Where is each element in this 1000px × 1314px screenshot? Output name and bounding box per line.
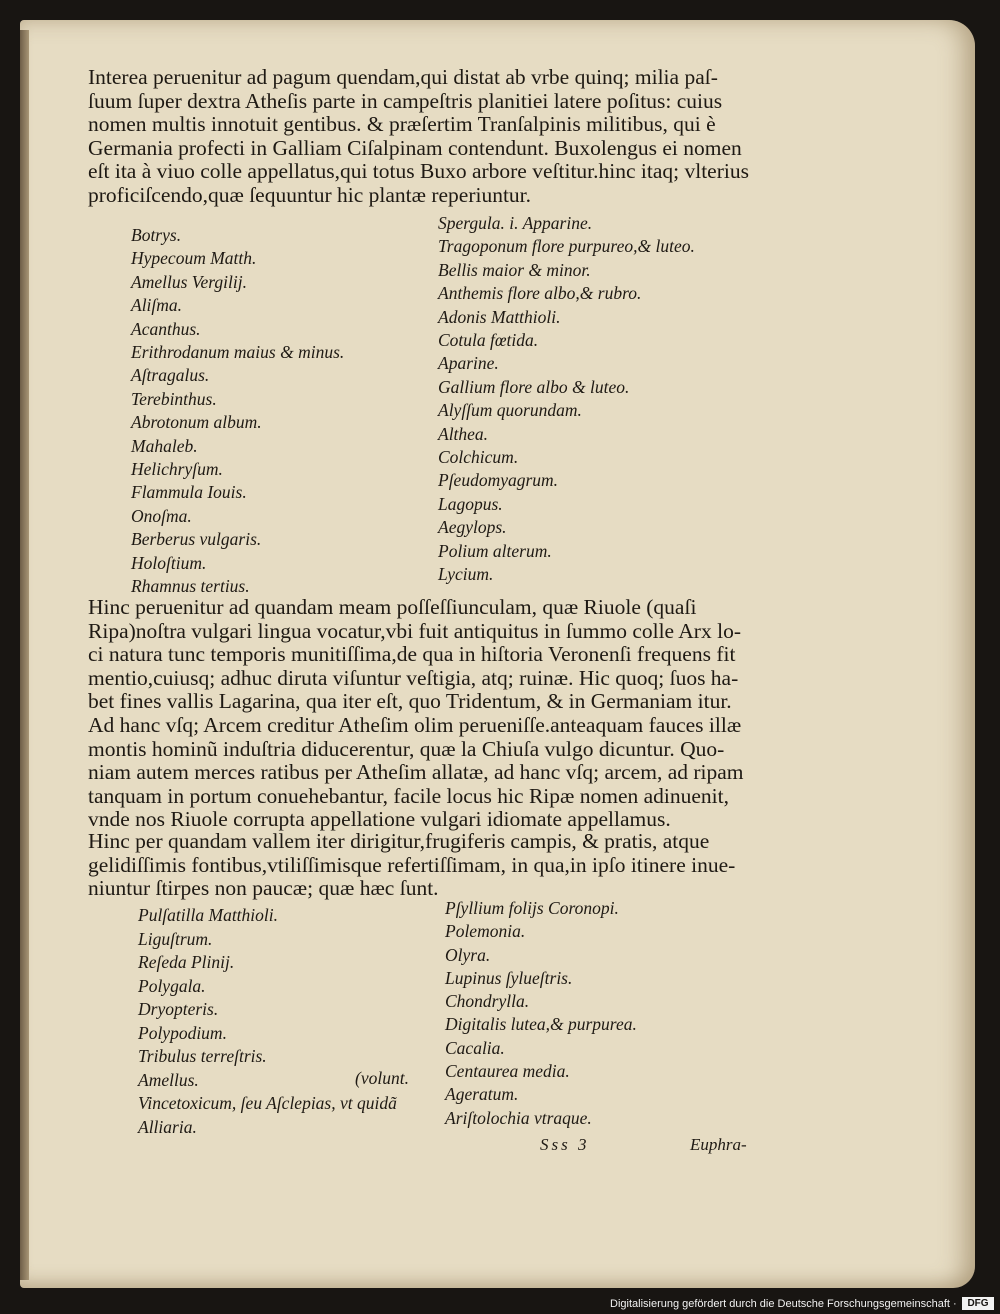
plant-name: Polemonia.	[445, 921, 526, 942]
plant-name: Aparine.	[438, 353, 499, 374]
plant-name: Rhamnus tertius.	[131, 576, 250, 597]
paragraph-3	[88, 830, 848, 901]
plant-name: Cacalia.	[445, 1037, 505, 1058]
plant-name: Reſeda Plinij.	[138, 952, 235, 972]
text-line: niuntur ſtirpes non paucæ; quæ hæc ſunt.	[88, 876, 439, 901]
plant-name: Colchicum.	[438, 447, 519, 468]
plant-name: Amellus Vergilij.	[131, 271, 248, 292]
plant-name: Alyſſum quorundam.	[438, 400, 582, 421]
plant-name: Helichryſum.	[131, 459, 223, 480]
plant-name: Lycium.	[438, 564, 494, 585]
plant-name: Centaurea media.	[445, 1061, 570, 1082]
text-line: Ripa)noſtra vulgari lingua vocatur,vbi fuit antiquitus in ſummo colle Arx lo-	[88, 618, 741, 643]
plant-name: Anthemis flore albo,& rubro.	[438, 283, 642, 304]
plant-name: Polygala.	[138, 975, 206, 996]
plant-name: Digitalis lutea,& purpurea.	[445, 1014, 637, 1035]
plant-list-1-left	[131, 224, 344, 599]
plant-name: Acanthus.	[131, 318, 201, 339]
plant-name: Gallium flore albo & luteo.	[438, 376, 630, 397]
catchword: Euphra-	[690, 1135, 747, 1154]
paragraph-1	[88, 66, 848, 208]
plant-name: Tragoponum flore purpureo,& luteo.	[438, 236, 695, 257]
plant-name: Lagopus.	[438, 493, 503, 514]
text-line: bet fines vallis Lagarina, qua iter eſt, quo Tridentum, & in Germaniam itur.	[88, 689, 732, 714]
plant-name: Amellus.	[138, 1069, 199, 1090]
plant-list-2-left	[138, 904, 397, 1139]
plant-name: Polium alterum.	[438, 540, 552, 561]
text-line: gelidiſſimis fontibus,vtiliſſimisque refertiſſimam, in qua,in ipſo itinere inue-	[88, 852, 736, 877]
plant-name: Ageratum.	[445, 1084, 519, 1105]
plant-name: Althea.	[438, 423, 489, 444]
plant-name: Cotula fœtida.	[438, 330, 539, 351]
plant-name: Terebinthus.	[131, 388, 217, 409]
plant-name: Mahaleb.	[131, 435, 198, 456]
plant-name: Pulſatilla Matthioli.	[138, 905, 278, 925]
plant-list-1-right	[438, 212, 695, 587]
text-line: mentio,cuiusq; adhuc diruta viſuntur veſtigia, atq; ruinæ. Hic quoq; ſuos ha-	[88, 665, 739, 690]
text-line: tanquam in portum conuehebantur, facile locus hic Ripæ nomen adinuenit,	[88, 783, 729, 808]
text-line: montis hominũ induſtria diducerentur, quæ la Chiuſa vulgo dicuntur. Quo-	[88, 736, 725, 761]
plant-name: Pſeudomyagrum.	[438, 470, 559, 491]
plant-name: Spergula. i. Apparine.	[438, 213, 593, 233]
page-edge	[20, 30, 29, 1280]
text-line: Hinc peruenitur ad quandam meam poſſeſſiunculam, quæ Riuole (quaſi	[88, 595, 697, 619]
plant-name: Chondrylla.	[445, 991, 530, 1012]
plant-name: Aliſma.	[131, 295, 183, 316]
plant-name: Ariſtolochia vtraque.	[445, 1107, 592, 1128]
dfg-logo: DFG	[962, 1297, 994, 1310]
plant-name: Bellis maior & minor.	[438, 259, 591, 280]
text-line: proficiſcendo,quæ ſequuntur hic plantæ reperiuntur.	[88, 182, 532, 207]
paragraph-2	[88, 596, 848, 832]
plant-name: Adonis Matthioli.	[438, 306, 561, 327]
text-line: ci natura tunc temporis munitiſſima,de qua in hiſtoria Veronenſi frequens fit	[88, 642, 736, 667]
plant-name: Berberus vulgaris.	[131, 529, 262, 550]
plant-name: Flammula Iouis.	[131, 482, 247, 503]
text-line: vnde nos Riuole corrupta appellatione vulgari idiomate appellamus.	[88, 807, 671, 832]
plant-name: Aegylops.	[438, 517, 507, 538]
plant-name: Dryopteris.	[138, 999, 219, 1019]
plant-name: Hypecoum Matth.	[131, 248, 257, 269]
plant-name: Liguſtrum.	[138, 928, 213, 949]
text-line: Interea peruenitur ad pagum quendam,qui distat ab vrbe quinq; milia paſ-	[88, 65, 718, 89]
plant-name: Olyra.	[445, 944, 491, 965]
text-line: niam autem merces ratibus per Atheſim allatæ, ad hanc vſq; arcem, ad ripam	[88, 760, 744, 785]
continuation-note: (volunt.	[355, 1068, 409, 1088]
plant-name: Botrys.	[131, 225, 182, 245]
plant-name: Abrotonum album.	[131, 412, 262, 433]
text-line: ſuum ſuper dextra Atheſis parte in campeſtris planitiei latere poſitus: cuius	[88, 88, 723, 113]
digitization-credit: Digitalisierung gefördert durch die Deutsche Forschungsgemeinschaft ·	[610, 1298, 957, 1310]
text-line: nomen multis innotuit gentibus. & præſertim Tranſalpinis militibus, qui è	[88, 112, 716, 137]
plant-name: Polypodium.	[138, 1022, 227, 1043]
text-line: Germania profecti in Galliam Ciſalpinam contendunt. Buxolengus ei nomen	[88, 135, 742, 160]
plant-name: Pſyllium folijs Coronopi.	[445, 898, 619, 918]
text-line: eſt ita à viuo colle appellatus,qui totus Buxo arbore veſtitur.hinc itaq; vlterius	[88, 159, 749, 184]
plant-name: Lupinus ſylueſtris.	[445, 967, 573, 988]
plant-name: Alliaria.	[138, 1116, 197, 1137]
text-line: Hinc per quandam vallem iter dirigitur,frugiferis campis, & pratis, atque	[88, 829, 710, 853]
plant-list-2-right	[445, 897, 637, 1130]
plant-name: Tribulus terreſtris.	[138, 1046, 267, 1066]
plant-name: Holoſtium.	[131, 552, 207, 573]
plant-name: Vincetoxicum, ſeu Aſclepias, vt quidã	[138, 1093, 397, 1113]
plant-name: Aſtragalus.	[131, 365, 210, 386]
text-line: Ad hanc vſq; Arcem creditur Atheſim olim perueniſſe.anteaquam fauces illæ	[88, 712, 742, 737]
signature-mark: Sss 3	[540, 1135, 590, 1154]
plant-name: Onoſma.	[131, 505, 192, 526]
plant-name: Erithrodanum maius & minus.	[131, 342, 345, 363]
